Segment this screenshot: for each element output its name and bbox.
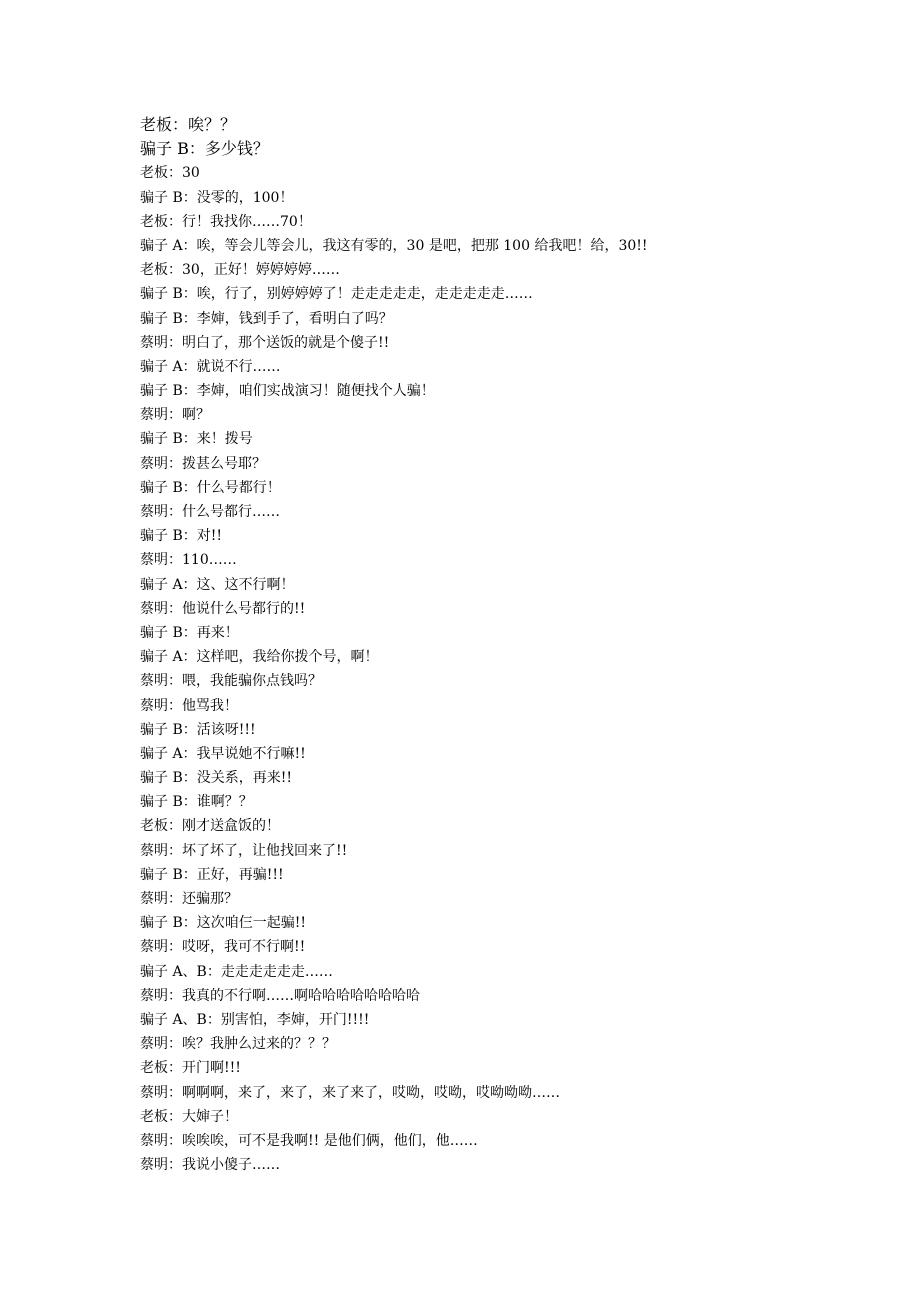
dialogue-script: [140, 113, 880, 1177]
dialogue-line: 蔡明：唉？我肿么过来的？？？: [140, 1036, 336, 1053]
dialogue-line: 老板：30，正好！婷婷婷婷……: [140, 262, 340, 279]
dialogue-line: 蔡明：拨甚么号耶？: [140, 455, 266, 472]
dialogue-line: 蔡明：坏了坏了，让他找回来了!!: [140, 842, 348, 859]
dialogue-line: 老板：刚才送盒饭的！: [140, 818, 280, 835]
dialogue-line: 骗子 B：李婶，钱到手了，看明白了吗？: [140, 310, 393, 327]
dialogue-line: 蔡明：啊？: [140, 407, 210, 424]
dialogue-line: 骗子 B：没零的，100！: [140, 189, 294, 206]
dialogue-line: 骗子 B：唉，行了，别婷婷婷了！走走走走走，走走走走走……: [140, 286, 533, 303]
dialogue-line: 蔡明：他骂我！: [140, 697, 238, 714]
dialogue-line: 蔡明：我真的不行啊……啊哈哈哈哈哈哈哈哈: [140, 987, 420, 1004]
dialogue-line: 骗子 B：这次咱仨一起骗!!: [140, 915, 306, 932]
dialogue-line: 骗子 A：就说不行……: [140, 358, 281, 375]
dialogue-line: 骗子 B：再来！: [140, 624, 239, 641]
dialogue-line: 骗子 A：这样吧，我给你拨个号，啊！: [140, 649, 379, 666]
dialogue-line: 蔡明：喂，我能骗你点钱吗？: [140, 673, 322, 690]
dialogue-line: 蔡明：他说什么号都行的!!: [140, 600, 306, 617]
dialogue-line: 骗子 B：正好，再骗!!!: [140, 866, 284, 883]
dialogue-line: 老板：大婶子！: [140, 1108, 238, 1125]
dialogue-line: 骗子 B：什么号都行！: [140, 479, 281, 496]
dialogue-line: 骗子 B：李婶，咱们实战演习！随便找个人骗！: [140, 383, 435, 400]
dialogue-line: 骗子 B：没关系，再来!!: [140, 770, 292, 787]
dialogue-line: 蔡明：还骗那？: [140, 891, 238, 907]
dialogue-line: 骗子 A、B：走走走走走走……: [140, 963, 333, 980]
dialogue-line: 老板：开门啊!!!: [140, 1060, 241, 1077]
dialogue-line: 老板：30: [140, 165, 200, 182]
dialogue-line: 骗子 B：活该呀!!!: [140, 721, 256, 738]
dialogue-line: 蔡明：哎呀，我可不行啊!!: [140, 939, 306, 956]
dialogue-line: 蔡明：唉唉唉，可不是我啊!! 是他们俩，他们，他……: [140, 1132, 478, 1149]
dialogue-line: 骗子 A：这、这不行啊！: [140, 576, 295, 593]
dialogue-line: 骗子 A：唉，等会儿等会儿，我这有零的，30 是吧，把那 100 给我吧！给，30!!: [140, 237, 648, 254]
dialogue-line: 蔡明：110……: [140, 552, 237, 569]
dialogue-line: 蔡明：明白了，那个送饭的就是个傻子!!: [140, 334, 390, 351]
dialogue-line: 蔡明：我说小傻子……: [140, 1157, 280, 1174]
dialogue-line: 骗子 A、B：别害怕，李婶，开门!!!!: [140, 1011, 370, 1028]
dialogue-line: 骗子 B：多少钱？: [140, 139, 269, 159]
dialogue-line: 骗子 A：我早说她不行嘛!!: [140, 745, 306, 762]
dialogue-line: 老板：唉？？: [140, 115, 237, 134]
dialogue-line: 骗子 B：来！拨号: [140, 431, 253, 448]
dialogue-line: 蔡明：啊啊啊，来了，来了，来了来了，哎呦，哎呦，哎呦呦呦……: [140, 1084, 560, 1101]
dialogue-line: 骗子 B：谁啊？？: [140, 794, 253, 811]
dialogue-line: 骗子 B：对!!: [140, 528, 222, 545]
dialogue-line: 老板：行！我找你……70！: [140, 213, 312, 230]
dialogue-line: 蔡明：什么号都行……: [140, 504, 280, 520]
